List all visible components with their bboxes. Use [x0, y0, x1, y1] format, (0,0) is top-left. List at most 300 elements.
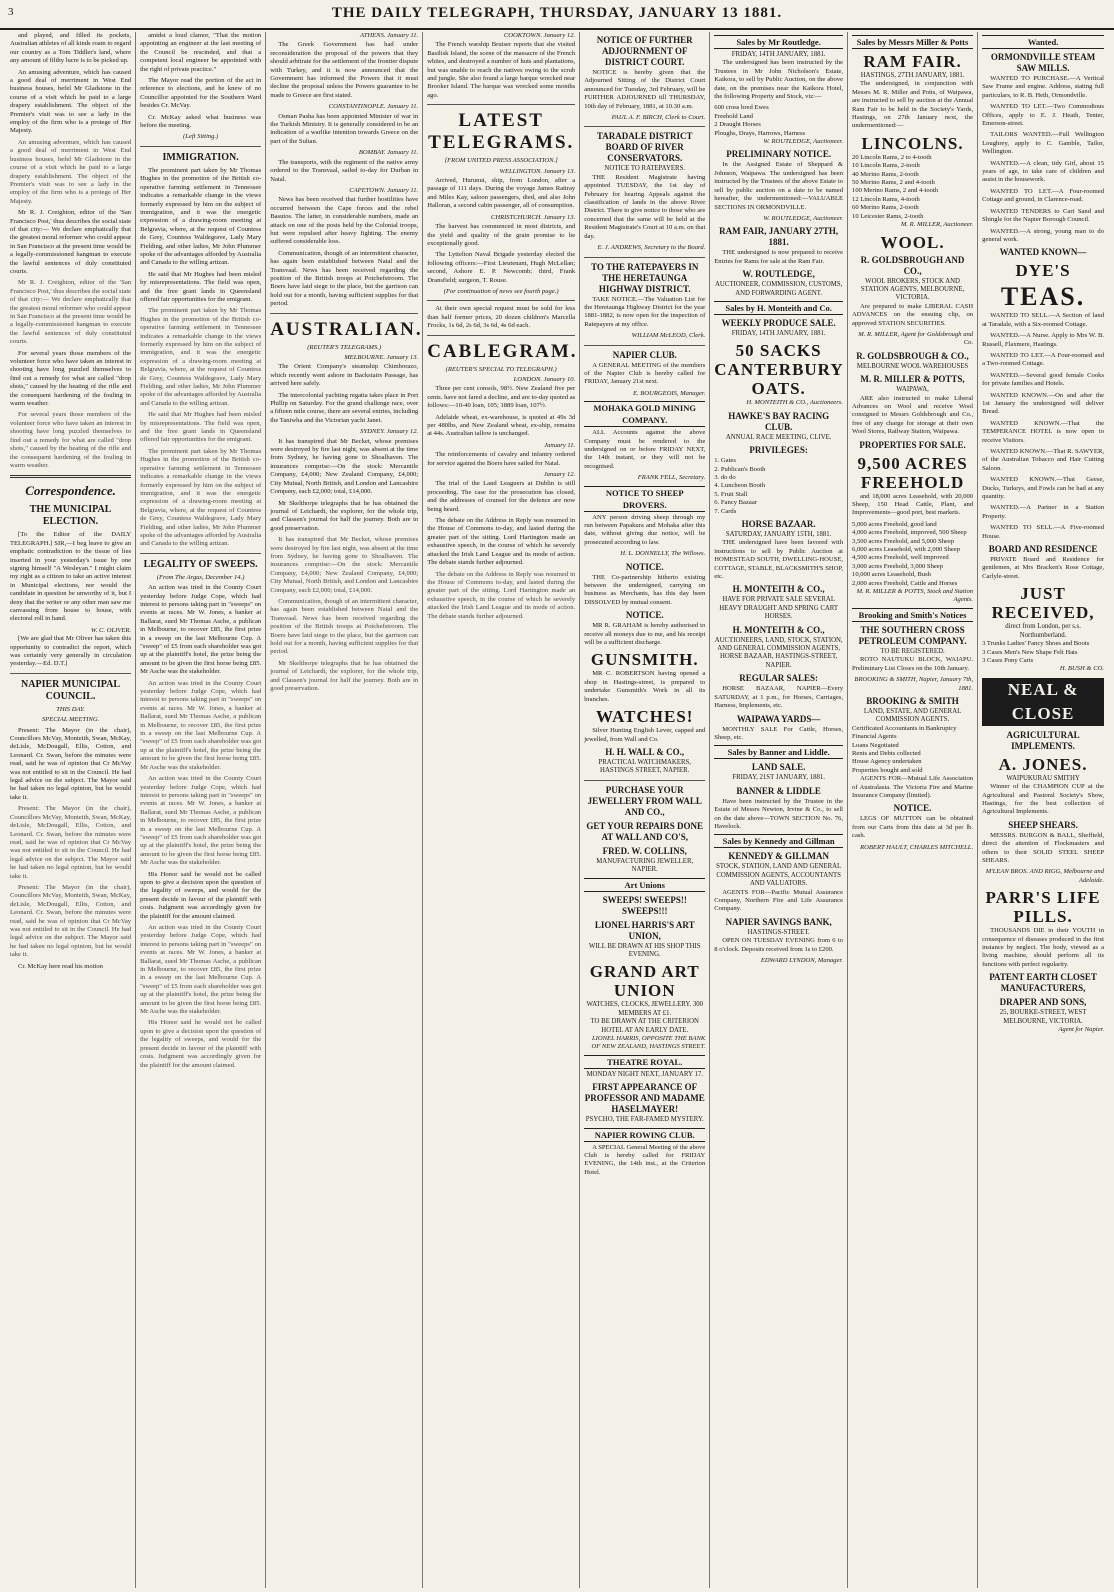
ad-title: THE SOUTHERN CROSS PETROLEUM COMPANY. — [858, 624, 967, 646]
notice-body: A SPECIAL General Meeting of the above Club is hereby called for FRIDAY EVENING, the 14th inst., at the Criterion Hotel. — [584, 1143, 706, 1176]
column-2 — [136, 32, 266, 1588]
sale-body: In the Assigned Estate of Sheppard & Johnson, Waipawa. The undersigned has been instructed by the Trustees of the above Estate to sell by public auction on a date to be named hereafter, the undermentioned:—VALUABLE SECTIONS IN ORMONDVILLE. — [714, 161, 844, 211]
article-paragraph: An action was tried in the County Court yesterday before Judge Cope, which had interest to persons taking part in "sweeps" on events at races. Mr W. Jones, a banker at Ballarat, sued Mr Thomas Asche, a publican in Melbourne, to recover £85, the first prize in a sweep on the last Melbourne Cup. A "sweep" of £5 from each shareholder was got up at the plaintiff's hotel, the prize being the amount to be given the first horse being £85. Mr Asche was the stakeholder. — [140, 775, 262, 867]
sale-item-list — [714, 104, 843, 138]
ad-title-gunsmith: GUNSMITH. — [590, 650, 699, 670]
dateline: BOMBAY. January 11. — [358, 149, 419, 157]
classified-ad: WANTED.—A clean, tidy Girl, about 15 years of age, to take care of children and assist in the housework. — [982, 159, 1105, 184]
article-paragraph: An action was tried in the County Court yesterday before Judge Cope, which had interest to persons taking part in "sweeps" on events at races. Mr W. Jones, a banker at Ballarat, sued Mr Thomas Asche, a publican in Melbourne, to recover £85, the first prize in a sweep on the last Melbourne Cup. A "sweep" of £5 from each shareholder was got up at the plaintiff's hotel, the prize being the amount to be given the first horse being £85. Mr Asche was the stakeholder. — [140, 584, 262, 676]
ad-title: BOARD AND RESIDENCE — [988, 544, 1098, 555]
ad-banner: THEATRE ROYAL. — [584, 1055, 705, 1069]
article-paragraph: He said that Mr Hughes had been misled by misrepresentations. The field was open, and the free grant lands in Queensland offered fair opportunities for the emigrant. — [140, 411, 262, 444]
continuation-note: (For continuation of news see fourth page.) — [443, 287, 559, 295]
list-item: 3 Cases Men's New Shape Felt Hats — [982, 648, 1078, 656]
classified-ad: Winner of the CHAMPION CUP at the Agricultural and Pastoral Society's Show, Hastings, for the best collection of Agricultural Implements. — [982, 783, 1105, 816]
ad-subtitle: PRACTICAL WATCHMAKERS, HASTINGS STREET, NAPIER. — [598, 758, 691, 775]
ad-subtitle: TO BE REGISTERED. — [880, 647, 945, 655]
article-paragraph: Arrived, Hurunui, ship, from London, after a passage of 111 days. During the voyage James Rattray and Miles Kay, saloon passengers, died, and also John Halloran, a second cabin passenger, all of consumption. — [427, 177, 576, 210]
received-list — [982, 640, 1104, 665]
list-item: 40 Merino Rams, 2-tooth — [852, 170, 919, 178]
sale-body: MONTHLY SALE For Cattle, Horses, Sheep, etc. — [714, 725, 844, 741]
sale-date: FRIDAY, 14TH JANUARY, 1881. — [731, 51, 826, 58]
notice-signature: PAUL A. F. BIRCH, Clerk to Court. — [611, 114, 706, 122]
article-paragraph: The Orient Company's steamship Chimborazo, which recently went ashore in Backstairs Passage, has arrived here safely. — [270, 363, 419, 388]
ad-title: PRIVILEGES: — [749, 445, 808, 456]
dateline: January 11. — [544, 441, 576, 449]
divider — [584, 345, 705, 346]
article-paragraph: The reinforcements of cavalry and infantry ordered for service against the Boers have sailed for Natal. — [427, 451, 576, 467]
list-item: 3. do do — [714, 473, 736, 481]
column-7 — [848, 32, 978, 1588]
article-paragraph: It has transpired that Mr Becket, whose premises were destroyed by fire last night, was absent at the time from Sydney, he having gone to Shoalhaven. The insurances comprise:—On the stock: Mercantile Company, £4,000; New Zealand Company, £4,000; City Mutual, North British, and London and Lancashire Company, each £2,000; total, £14,000. — [270, 536, 419, 594]
ad-signature: Agent for Napier. — [1058, 1026, 1105, 1034]
classified-ad: WANTED.—A strong, young man to do general work. — [982, 227, 1105, 243]
article-paragraph: The transports, with the regiment of the native army ordered to the Transvaal, sailed to-day for Durban in Natal. — [270, 158, 419, 183]
list-item: 6,000 acres Leasehold, with 2,000 Sheep — [852, 546, 961, 554]
list-item: 100 Merino Rams, 2 and 4-tooth — [852, 187, 939, 195]
ad-title-just-received: JUST RECEIVED, — [991, 584, 1095, 623]
list-item: 10,000 acres Leasehold, Bush — [852, 571, 931, 579]
dateline: CONSTANTINOPLE. January 11. — [328, 103, 419, 111]
article-paragraph: His Honor said he would not be called upon to give a decision upon the question of the legality of sweeps, and would for the present decide in favour of the plaintiff with costs. Judgment was accordingly given for the plaintiff for the amount claimed. — [140, 870, 262, 920]
article-subheading: (REUTER'S TELEGRAMS.) — [307, 343, 382, 351]
list-item: 3,500 acres Freehold, and 5,000 Sheep — [852, 537, 955, 545]
classified-ad: WANTED.—A Nurse. Apply to Mrs W. B. Russell, Flaxmere, Hastings. — [982, 332, 1105, 348]
sale-body: Are prepared to make LIBERAL CASH ADVANCES on the ensuing clip, on approved STATION SECURITIES. — [852, 302, 974, 327]
article-paragraph: He said that Mr Hughes had been misled by misrepresentations. The field was open, and the free grant lands in Queensland offered fair opportunities for the emigrant. — [140, 270, 262, 303]
classified-ad: WANTED TENDERS to Cart Sand and Shingle for the Napier Borough Council. — [982, 207, 1105, 224]
ad-title-watches: WATCHES! — [596, 707, 694, 727]
sale-signature: M. R. MILLER & POTTS, Stock and Station Agents. — [856, 588, 974, 604]
classified-ad: MESSRS. BURGON & BALL, Sheffield, direct the attention of Flockmasters and others to their SOLID STEEL SHEEP SHEARS. — [982, 831, 1105, 864]
column-3 — [266, 32, 423, 1588]
notice-body: ALL Accounts against the above Company must be rendered to the undersigned on or before FRIDAY NEXT, the 14th instant, or they will not be recognised. — [584, 429, 706, 470]
section-banner-monteith: Sales by H. Monteith and Co. — [714, 301, 843, 315]
ad-title: HORSE BAZAAR. — [741, 519, 816, 529]
list-item: Financial Agents — [852, 733, 897, 741]
column-8 — [978, 32, 1108, 1588]
article-subheading: (From The Argus, December 14.) — [156, 573, 245, 581]
sale-body: AGENTS FOR—Mutual Life Association of Australasia. The Victoria Fire and Marine Insurance Company (limited). — [852, 775, 974, 799]
notice-signature: E. J. ANDREWS, Secretary to the Board. — [597, 244, 706, 252]
ad-subtitle: TO BE DRAWN AT THE CRITERION HOTEL AT AN EARLY DATE. — [590, 1018, 699, 1034]
classified-ad: PRIVATE Board and Residence for gentlemen, at Mrs Bracken's Rose Cottage, Carlyle-street. — [982, 556, 1105, 580]
ad-subtitle: HAVE FOR PRIVATE SALE SEVERAL HEAVY DRAUGHT AND SPRING CART HORSES. — [719, 596, 839, 621]
article-paragraph: The harvest has commenced in most districts, and the yield and quality of the grain promise to be exceptionally good. — [427, 223, 576, 247]
article-paragraph: Mr Skelthorpe telegraphs that he has obtained the journal of Leichardt, the explorer, for the whole trip, and Classen's journal for half the journey. Both are in good preservation. — [270, 659, 419, 693]
ad-title-ram-fair: RAM FAIR. — [863, 52, 962, 71]
article-paragraph: Present: The Mayor (in the chair), Councillors McVay, Monteith, Swan, McKay, deLisle, McDougall, Ellis, Cotton, and Leonard. Cr. Swan, before the minutes were read, said he was of opinion that Cr McVay was not entitled to sit in the Council. He had legal advice on the subject. The Mayor said he had taken no legal opinion, but he would take it. — [10, 883, 132, 959]
column-6 — [710, 32, 848, 1588]
classified-ad: WANTED TO LET.—A Four-roomed and a Two-roomed Cottage. — [982, 351, 1105, 368]
ad-subtitle: STOCK, STATION, LAND AND GENERAL COMMISSION AGENTS, ACCOUNTANTS AND VALUATORS. — [716, 863, 842, 888]
notice-body: MR C. ROBERTSON having opened a shop in Hastings-street, is prepared to undertake Gunsmith's Work in all its branches. — [584, 670, 706, 703]
article-paragraph: News has been received that further hostilities have occurred between the Cape forces and the rebel Basutos. The latter, in considerable numbers, made an attack on one of the posts held by the Colonial troops, but were repulsed after heavy fighting. The enemy suffered considerable loss. — [270, 196, 419, 246]
ad-title: HAWKE'S BAY RACING CLUB. — [728, 410, 830, 432]
list-item: House Agency undertaken — [852, 758, 922, 766]
article-paragraph: and played, and filled its pockets, Australian athletes of all kinds roam to regard our country as a Tom Tiddler's land, where any amount of filthy lucre is to be picked up. — [10, 32, 132, 65]
letter-signature: W. C. OLIVER. — [90, 626, 132, 634]
ad-subtitle: WATCHES, CLOCKS, JEWELLERY. 300 MEMBERS AT £1. — [586, 1001, 704, 1017]
ad-title: H. H. WALL & CO., — [605, 746, 685, 757]
article-paragraph: An amusing adventure, which has caused a good deal of merriment in West End business houses, befel Mr Gladstone in the course of a visit which he paid to a large drapery establishment. The object of the Premier's visit was to see a lady in the employ of the firm who is a protege of Her Majesty. — [10, 138, 132, 205]
ad-banner: NOTICE TO SHEEP DROVERS. — [584, 486, 705, 512]
ad-subtitle: direct from London, per s.s. Northumberland. — [1005, 623, 1081, 639]
ad-title: FIRST APPEARANCE OF PROFESSOR AND MADAME HASELMAYER! — [584, 1082, 705, 1115]
article-paragraph: Present: The Mayor (in the chair), Councillors McVay, Monteith, Swan, McKay, deLisle, McDougall, Ellis, Cotton, and Leonard. Cr. Swan, before the minutes were read, said he was of opinion that Cr McVay was not entitled to sit in the Council. He had legal advice on the subject. The Mayor said he had taken no legal opinion, but he would take it. — [10, 805, 132, 880]
ad-subtitle: AUCTIONEER, COMMISSION, CUSTOMS, AND FORWARDING AGENT. — [714, 281, 843, 297]
divider — [140, 553, 261, 554]
ad-title: KENNEDY & GILLMAN — [728, 851, 829, 862]
divider — [584, 780, 705, 781]
classified-ad: WANTED.—A Partner in a Station Property. — [982, 504, 1105, 520]
article-subheading: SPECIAL MEETING. — [41, 716, 100, 724]
dateline: CHRISTCHURCH. January 13. — [490, 213, 576, 221]
column-5 — [580, 32, 710, 1588]
notice-body: THE Resident Magistrate having appointed TUESDAY, the 1st day of February for hearing Appeals against the classification of lands in the above River District. There to give notice to those who are concerned that the same will be held at the Resident Magistrate's Court at 10 a.m. on that day. — [584, 173, 706, 240]
ad-title: BROOKING & SMITH — [866, 695, 959, 706]
article-paragraph: amidst a loud clamor, "That the motion appointing an engineer at the last meeting of the Council be rescinded, and that a competent local engineer be appointed with the right of private practice." — [140, 32, 262, 73]
list-item: Loans Negotiated — [852, 741, 899, 749]
article-paragraph: An action was tried in the County Court yesterday before Judge Cope, which had interest to persons taking part in "sweeps" on events at races. Mr W. Jones, a banker at Ballarat, sued Mr Thomas Asche, a publican in Melbourne, to recover £85, the first prize in a sweep on the last Melbourne Cup. A "sweep" of £5 from each shareholder was got up at the plaintiff's hotel, the prize being the amount to be given the first horse being £85. Mr Asche was the stakeholder. — [140, 924, 262, 1016]
ad-title: WEEKLY PRODUCE SALE. — [721, 317, 836, 328]
ad-title: DRAPER AND SONS, — [999, 997, 1087, 1008]
dateline: LONDON. January 10. — [513, 375, 576, 383]
ad-title: PATENT EARTH CLOSET MANUFACTURERS, — [989, 972, 1097, 994]
notice-title: NOTICE. — [625, 561, 664, 572]
article-paragraph: Mr R. J. Creighton, editor of the 'San Francisco Post,' thus describes the social state of that city:— We declare emphatically that the greatest moral reformer who could appear in San Francisco at the present time would be a legally-commissioned hangman to execute the lawful sentences of duly constituted courts. — [10, 209, 132, 275]
divider — [10, 475, 131, 478]
article-paragraph: The debate on the Address in Reply was resumed in the House of Commons to-day, and lasted during the greater part of the sitting. Lord Hartington made an exhaustive speech, in the course of which he severely attacked the Irish Land League and its mode of action. The debate stands further adjourned. — [427, 570, 576, 620]
article-paragraph: The Lyttelton Naval Brigade yesterday elected the following officers:—First Lieutenant, Hugh McLellan; second, Ashore E. P. Newcomb; third, Frank Dransfield; surgeon, T. Rouse. — [427, 251, 576, 284]
sale-signature: M. R. MILLER, Auctioneer. — [900, 221, 974, 229]
sale-body: and 18,000 acres Leasehold, with 20,000 Sheep, 150 Head Cattle, Plant, and Improvements—good port, best markets. — [852, 492, 974, 517]
article-paragraph: Mr R. J. Creighton, editor of the 'San Francisco Post,' thus describes the social state of that city:— We declare emphatically that the greatest moral reformer who could appear in San Francisco at the present time would be a legally-commissioned hangman to execute the lawful sentences of duly constituted courts. — [10, 279, 132, 346]
list-item: 7. Cards — [714, 507, 737, 515]
classified-ad: WANTED KNOWN.—That the TEMPERANCE HOTEL is now open to receive Visitors. — [982, 419, 1105, 444]
list-item: 10 Lincoln Rams, 2-tooth — [852, 162, 920, 170]
list-item: 4,000 acres Freehold, improved, 500 Sheep — [852, 529, 967, 537]
section-banner-routledge: Sales by Mr Routledge. — [714, 35, 843, 49]
notice-body: NOTICE is hereby given that the Adjourned Sitting of the District Court announced for Tuesday, 3rd February, will be FURTHER ADJOURNED till THURSDAY, 10th day of February, 1881, at 10.30 a.m. — [584, 69, 706, 110]
sale-signature: H. MONTEITH & CO., Auctioneers. — [746, 399, 844, 407]
ad-signature: H. BUSH & CO. — [1059, 665, 1105, 673]
article-paragraph: Osman Pasha has been appointed Minister of war in the Turkish Ministry. It is generally considered to be an indication of a warlike intention towards Greece on the part of the Sultan. — [270, 112, 419, 145]
list-item: 3 Trunks Ladies' Fancy Shoes and Boots — [982, 640, 1090, 648]
article-subheading: THIS DAY. — [56, 705, 85, 713]
notice-title: NAPIER CLUB. — [612, 349, 677, 360]
sale-date: FRIDAY, 21ST JANUARY, 1881. — [732, 774, 825, 782]
classified-ad: WANTED TO PURCHASE.—A Vertical Saw Frame and engine. Address, stating full particulars, to R. B. Heth, Ormondville. — [982, 75, 1105, 99]
dateline: COOKTOWN. January 12. — [503, 32, 576, 39]
ad-subtitle: PSYCHO, THE FAR-FAMED MYSTERY. — [585, 1116, 704, 1124]
page-number: 3 — [8, 6, 14, 18]
list-item: Properties bought and sold — [852, 766, 923, 774]
article-heading: NAPIER MUNICIPAL COUNCIL. — [21, 678, 121, 702]
section-banner-miller-potts: Sales by Messrs Miller & Potts — [852, 35, 973, 49]
article-paragraph: For several years those members of the volunteer force who have taken an interest in shooting have long puzzled themselves to find out a remedy for what are called "drop shots," caused by the heating of the rifle and the consequent hardening of the fouling in warm weather. — [10, 411, 132, 469]
divider — [10, 673, 131, 674]
section-heading-latest: LATEST TELEGRAMS. — [428, 110, 575, 154]
sale-body: THE undersigned have been favored with instructions to sell by Public Auction at HOMESTEAD SOUTH, DWELLING-HOUSE, COTTAGE, STABLE, BLACKSMITH'S SHOP, etc. — [714, 539, 844, 581]
notice-body: ANY person driving sheep through my run between Papakura and Mohaka after this date, without giving due notice, will be prosecuted according to law. — [584, 513, 706, 546]
article-subheading: (Left Sitting.) — [183, 133, 219, 141]
article-paragraph: Mr Skelthorpe telegraphs that he has obtained the journal of Leichardt, the explorer, for the whole trip, and Classen's journal for half the journey. Both are in good preservation. — [270, 499, 419, 532]
ad-title-lincolns: LINCOLNS. — [861, 133, 964, 153]
article-heading: THE MUNICIPAL ELECTION. — [29, 504, 112, 528]
property-list — [852, 521, 973, 588]
sale-signature: BROOKING & SMITH, Napier, January 7th, 1881. — [854, 676, 974, 692]
editor-note: [We are glad that Mr Oliver has taken this opportunity to contradict the report, which was certainly very generally in circulation yesterday.—Ed. D.T.] — [10, 635, 132, 668]
divider — [427, 104, 575, 105]
list-item: 2 Draught Horses — [714, 121, 761, 129]
classified-ad: WANTED.—Several good female Cooks for private families and Hotels. — [982, 371, 1105, 388]
notice-title: TARADALE DISTRICT BOARD OF RIVER CONSERVATORS. — [596, 131, 693, 164]
ad-subtitle: MANUFACTURING JEWELLER, NAPIER. — [596, 857, 694, 874]
dateline: ATHENS. January 11. — [359, 32, 419, 39]
ad-title: WAIPAWA YARDS— — [736, 713, 821, 724]
ad-title-jones: A. JONES. — [998, 754, 1088, 774]
ad-title: SHEEP SHEARS. — [1008, 819, 1078, 830]
list-item: 2. Publican's Booth — [714, 465, 766, 473]
newspaper-title: THE DAILY TELEGRAPH, THURSDAY, JANUARY 13 1881. — [331, 5, 783, 21]
notice-body: Silver Hunting English Lever, capped and jewelled, from Wall and Co. — [584, 727, 706, 743]
ad-subtitle: MELBOURNE WOOL WAREHOUSES — [856, 362, 969, 370]
divider — [584, 257, 705, 258]
list-item: 2,000 acres Freehold, Cattle and Horses — [852, 579, 958, 587]
list-item: 1. Gates — [714, 457, 736, 465]
list-item: 12 Lincoln Rams, 4-tooth — [852, 195, 920, 203]
list-item: 10 Leicester Rams, 2-tooth — [852, 212, 924, 220]
list-item: Freehold Land — [714, 112, 753, 120]
sale-date: FRIDAY, 14TH JANUARY, 1881. — [731, 329, 826, 337]
sale-body: ARE also instructed to make Liberal Advances on Wool and receive Wool consigned to Messrs Goldsbrough and Co., free of any charge for storage at their own Wool Stores, Railway Station, Waipawa. — [852, 394, 974, 436]
column-4 — [423, 32, 580, 1588]
ad-title: WANTED KNOWN— — [999, 247, 1087, 258]
classified-ad: WANTED KNOWN.—That R. SAWYER, of the Australian Tobacco and Hair Cutting Saloon. — [982, 448, 1105, 472]
ad-title: H. MONTEITH & CO., — [732, 624, 825, 635]
article-heading: LEGALITY OF SWEEPS. — [143, 558, 258, 570]
list-item: 4. Luncheon Booth — [714, 482, 766, 490]
list-item: 600 cross bred Ewes — [714, 104, 769, 112]
ad-subtitle: ANNUAL RACE MEETING, CLIVE. — [725, 433, 832, 441]
ad-title: LIONEL HARRIS'S ART UNION, — [594, 919, 695, 941]
list-item: Rents and Debts collected — [852, 749, 921, 757]
classified-ad: WANTED TO LET.—A Four-roomed Cottage and ground, in Clarence-road. — [982, 187, 1105, 204]
ad-title: M. R. MILLER & POTTS, — [860, 374, 965, 385]
sale-body: LEGS OF MUTTON can be obtained from our Carts from this date at 3d per lb. cash. — [852, 815, 974, 840]
notice-title: NOTICE OF FURTHER ADJOURNMENT OF DISTRICT COURT. — [596, 35, 693, 67]
privileges-list — [714, 457, 843, 516]
ad-title: PURCHASE YOUR JEWELLERY FROM WALL AND CO., — [587, 784, 702, 817]
classified-ad: WANTED TO LET.—Two Commodious Offices, apply to E. J. Heath, Tenter, Emerson-street. — [982, 103, 1105, 128]
ad-title-grand-art-union: GRAND ART UNION — [589, 962, 700, 1001]
list-item: 5,000 acres Freehold, good land — [852, 520, 937, 528]
divider — [584, 126, 705, 127]
sale-body: HORSE BAZAAR, NAPIER—Every SATURDAY, at 1 p.m., for Horses, Carriages, Harness, Implements, etc. — [714, 685, 844, 710]
list-item: 3,000 acres Freehold, 3,000 Sheep — [852, 562, 944, 570]
sale-body: The undersigned, in conjunction with Messrs M. R. Miller and Potts, of Waipawa, are instructed to sell by auction at the Annual Ram Fair to be held in the Society's Yards, Hastings, on 27th January next, the undermentioned:— — [852, 80, 974, 130]
classified-ad: WANTED TO SELL.—A Five-roomed House. — [982, 524, 1105, 540]
ad-subtitle: WOOL BROKERS, STOCK AND STATION AGENTS, MELBOURNE, VICTORIA. — [860, 277, 965, 302]
ad-title-wool: WOOL. — [880, 232, 945, 252]
article-subheading: (REUTER'S SPECIAL TO TELEGRAPH.) — [445, 365, 557, 373]
article-paragraph: An amusing adventure, which has caused a good deal of merriment in West End business houses, befel Mr Gladstone in the course of a visit which he paid to a large drapery establishment. The object of the Premier's visit was to see a lady in the employ of the firm who is a protege of Her Majesty. — [10, 68, 132, 135]
sale-date: SATURDAY, JANUARY 15TH, 1881. — [725, 531, 832, 538]
ad-title: REGULAR SALES: — [739, 673, 819, 684]
sale-signature: EDWARD LYNDON, Manager. — [760, 957, 844, 964]
dateline: CAPETOWN. January 11. — [349, 186, 419, 194]
ad-title: BANNER & LIDDLE — [736, 785, 821, 796]
divider — [427, 335, 575, 336]
section-heading-cablegram: CABLEGRAM. — [427, 340, 578, 362]
sale-body: AGENTS FOR—Pacific Mutual Assurance Company, Northern Fire and Life Assurance Company. — [714, 888, 844, 913]
ad-title: R. GOLDSBROUGH & CO., — [856, 350, 969, 361]
sale-body: THE undersigned is now prepared to receive Entries for Rams for sale at the Ram Fair. — [714, 249, 844, 265]
ad-banner: Art Unions — [584, 878, 705, 892]
ad-title: PROPERTIES FOR SALE. — [859, 439, 966, 450]
classified-ad: TAILORS WANTED.—Full Wellington Loughrey, apply to C. Gamble, Tailor, Wellington. — [982, 131, 1105, 156]
ad-title: ORMONDVILLE STEAM SAW MILLS. — [990, 52, 1096, 73]
article-paragraph: The French warship Bruiser reports that she visited Basilisk Island, the scene of the massacre of the French whites, and destroyed a number of huts and plantations, but was unable to reach the natives owing to the scrub and jungle. She also found a large barque wrecked near Brooker Island. The barque was wrecked some months ago. — [427, 41, 576, 99]
classified-ad: WANTED TO SELL.—A Section of land at Taradale, with a Six-roomed Cottage. — [982, 312, 1105, 328]
sale-date: HASTINGS, 27TH JANUARY, 1881. — [860, 72, 965, 79]
ad-subtitle: WAIPAWA, — [896, 386, 929, 394]
ad-subtitle: 25, BOURKE-STREET, WEST MELBOURNE, VICTORIA. — [999, 1009, 1087, 1025]
list-item: 3 Cases Pony Carts — [982, 656, 1034, 664]
sale-signature: W. ROUTLEDGE, Auctioneer. — [763, 138, 844, 146]
section-banner-banner-liddle: Sales by Banner and Liddle. — [714, 745, 843, 759]
list-item: 5. Fruit Stall — [714, 490, 748, 498]
article-paragraph: Three per cent consols, 98½. New Zealand five per cents. have not fared a decline, and are to-day quoted as follows:—10-40 loan, 105; 1889 loan, 107½. — [427, 385, 576, 410]
sale-body: OPEN ON TUESDAY EVENING from 6 to 8 o'clock. Deposits received from 1s to £200. — [714, 937, 844, 953]
masthead — [0, 0, 1114, 30]
section-banner-kennedy: Sales by Kennedy and Gillman — [714, 834, 843, 848]
sale-signature: ROBERT HAULT, CHARLES MITCHELL. — [860, 843, 974, 851]
ad-title: GET YOUR REPAIRS DONE AT WALL AND CO'S, — [586, 820, 704, 842]
article-paragraph: The trial of the Land Leaguers at Dublin is still proceeding. The case for the prosecution has closed, and the addresses of counsel for the defence are now being heard. — [427, 480, 576, 513]
ad-title: H. MONTEITH & CO., — [732, 584, 825, 595]
list-item: 20 Lincoln Rams, 2 to 4-tooth — [852, 153, 932, 161]
list-item: 4,500 acres Freehold, well improved — [852, 554, 949, 562]
notice-body: TAKE NOTICE.—The Valuation List for the Heretaunga Highway District for the year 1881-1882, is now open for the inspection of Ratepayers at my office. — [584, 295, 706, 328]
notice-signature: FRANK FELL, Secretary. — [637, 474, 706, 482]
ad-signature: LIONEL HARRIS, OPPOSITE THE BANK OF NEW ZEALAND, HASTINGS STREET. — [591, 1034, 706, 1051]
list-item: 60 Merino Rams, 2-tooth — [852, 204, 919, 212]
article-paragraph: It has transpired that Mr Becket, whose premises were destroyed by fire last night, was absent at the time from Sydney, he having gone to Shoalhaven. The insurances comprise:—On the stock: Mercantile Company, £4,000; New Zealand Company, £4,000; City Mutual, North British, and London and Lancashire Company, each £2,000; total, £14,000. — [270, 437, 419, 496]
article-paragraph: The debate on the Address in Reply was resumed in the House of Commons to-day, and lasted during the greater part of the sitting. Lord Hartington made an exhaustive speech, in the course of which he severely attacked the Irish Land League and its mode of action. The debate stands further adjourned. — [427, 517, 576, 567]
ad-title: NOTICE. — [893, 803, 932, 814]
ad-subtitle: AUCTIONEERS, LAND, STOCK, STATION, AND GENERAL COMMISSION AGENTS, HORSE BAZAAR, HASTINGS-STREET, NAPIER. — [714, 636, 843, 669]
classified-ad: WANTED KNOWN.—That Geese, Ducks, Turkeys, and Fowls can be had at any quantity. — [982, 476, 1105, 501]
article-subheading: [FROM UNITED PRESS ASSOCIATION.] — [444, 157, 558, 165]
ad-title: R. GOLDSBROUGH AND CO., — [860, 254, 965, 276]
sale-body: ROTO NAUTUKU BLOCK, WAIAPU. Preliminary List Closes on the 10th January. — [852, 656, 974, 672]
column-1 — [6, 32, 136, 1588]
ad-banner: NAPIER ROWING CLUB. — [584, 1128, 705, 1142]
article-paragraph: Present: The Mayor (in the chair), Councillors McVay, Monteith, Swan, McKay, deLisle, McDougall, Ellis, Cotton, and Leonard. Cr. Swan, before the minutes were read, said he was of opinion that Cr McVay was not entitled to sit in the Council. He had legal advice on the subject. The Mayor said he had taken no legal opinion, but he would take it. — [10, 726, 132, 801]
article-paragraph: The prominent part taken by Mr Thomas Hughes in the promotion of the British co-operative farming settlement in Tennessee indicates a remarkable change in the views formerly expressed by him on the subject of immigration, and it was the energetic expression of a drawing-room meeting at Belgravia, where, at the request of Countess de Grey, Countess Waldegrave, Lady Mary Fielding, and other ladies, Mr John Plummer spoke of the advantages afforded by Australia and Canada to the willing artizan. — [140, 447, 262, 548]
article-paragraph: Adelaide wheat, ex-warehouse, is quoted at 49s 3d per 480lbs, and New Zealand wheat, ex-ship, remains at 44s. Australian tallow is unchanged. — [427, 413, 576, 438]
ad-title-dyes: DYE'S — [1015, 261, 1071, 281]
classified-ad: WANTED KNOWN.—On and after the 1st January the undersigned will deliver Bread. — [982, 391, 1105, 416]
notice-subtitle: NOTICE TO RATEPAYERS. — [604, 165, 686, 173]
list-item: 50 Merino Rams, 2 and 4-tooth — [852, 179, 935, 187]
ad-subtitle: MONDAY NIGHT NEXT, JANUARY 17. — [586, 1070, 703, 1078]
ad-title-teas: TEAS. — [1000, 282, 1086, 312]
article-paragraph: Cr. McKay asked what business was before the meeting. — [140, 113, 262, 130]
ram-list — [852, 154, 973, 221]
letter-body: [To the Editor of the DAILY TELEGRAPH.] SIR,—I beg leave to give an emphatic contradiction to the tissue of lies inserted in your yesterday's issue by one signing himself "A Wesleyan." I might claim my right as a citizen to take an active interest in Municipal elections, nor would the candidate in question be unworthy of it, but I deny that the writer or any other man saw me canvassing from house to house, with electoral roll in hand. — [10, 531, 132, 623]
services-list — [852, 725, 973, 775]
list-item: 6. Fancy Bazaar — [714, 499, 757, 507]
notice-title: NOTICE. — [625, 610, 664, 621]
section-heading-australian: AUSTRALIAN. — [270, 318, 423, 340]
notice-body: MR R. GRAHAM is hereby authorised to receive all moneys due to me, and his receipt will be a sufficient discharge. — [584, 622, 706, 647]
article-paragraph: Communication, though of an intermittent character, has again been established between Natal and the Transvaal. News has been received regarding the position of the British troops at Potchefstroom. The Boers have laid siege to the place, but the garrison can hold out for a month, having sufficient supplies for that period. — [270, 249, 419, 308]
divider — [270, 313, 418, 314]
sale-signature: M. R. MILLER, Agent for Goldsbrough and Co. — [858, 330, 974, 347]
divider — [427, 300, 575, 301]
ad-subtitle: LAND, ESTATE, AND GENERAL COMMISSION AGENTS. — [863, 707, 962, 724]
divider — [140, 146, 261, 147]
ad-banner: MOHAKA GOLD MINING COMPANY. — [584, 401, 705, 427]
classified-ad: THOUSANDS DIE in their YOUTH in consequence of diseases produced in the first instance by neglect. The body, viewed as a living machine, should perform all its functions with perfect regularity. — [982, 927, 1105, 968]
article-paragraph: For several years those members of the volunteer force who have taken an interest in shooting have long puzzled themselves to find out a remedy for what are called "drop shots," caused by the heating of the rifle and the consequent hardening of the fouling in warm weather. — [10, 349, 132, 408]
list-item: Certificated Accountants in Bankruptcy — [852, 724, 957, 732]
article-paragraph: Communication, though of an intermittent character, has again been established between Natal and the Transvaal. News has been received regarding the position of the British troops at Potchefstroom. The Boers have laid siege to the place, but the garrison can hold out for a month, having sufficient supplies for that period. — [270, 597, 419, 656]
article-paragraph: The intercolonial yachting regatta takes place in Port Phillip on Saturday. For the grand challenge race, over a fifteen mile course, there are several entries, including the Taniwha and the Victorian yacht Janet. — [270, 391, 419, 424]
article-paragraph: His Honor said he would not be called upon to give a decision upon the question of the legality of sweeps, and would for the present decide in favour of the plaintiff with costs. Judgment was accordingly given for the plaintiff for the amount claimed. — [140, 1019, 262, 1069]
dateline: January 12. — [543, 471, 576, 479]
ad-title-oats: 50 SACKS CANTERBURY OATS. — [714, 341, 844, 399]
section-banner-brooking: Brooking and Smith's Notices — [852, 608, 973, 622]
article-paragraph: An action was tried in the County Court yesterday before Judge Cope, which had interest to persons taking part in "sweeps" on events at races. Mr W. Jones, a banker at Ballarat, sued Mr Thomas Asche, a publican in Melbourne, to recover £85, the first prize in a sweep on the last Melbourne Cup. A "sweep" of £5 from each shareholder was got up at the plaintiff's hotel, the prize being the amount to be given the first horse being £85. Mr Asche was the stakeholder. — [140, 679, 262, 771]
neal-close-banner: NEAL & CLOSE — [982, 678, 1104, 726]
sale-body: Have been instructed by the Trustee in the Estate of Messrs Newton, Irvine & Co., to sell on the date above—TOWN SECTION No. 76, Havelock. — [714, 797, 844, 830]
ad-title-parrs-pills: PARR'S LIFE PILLS. — [985, 888, 1101, 927]
ad-subtitle: WILL BE DRAWN AT HIS SHOP THIS EVENING. — [588, 942, 701, 958]
ad-title: SWEEPS! SWEEPS!! SWEEPS!!! — [602, 894, 687, 916]
dateline: WELLINGTON. January 13. — [499, 167, 576, 175]
section-heading-correspondence: Correspondence. — [25, 483, 116, 499]
article-paragraph: The Mayor read the portion of the act in reference to elections, and he knew of no Councillor appointed for the Southern Ward besides Cr. McVay. — [140, 77, 262, 110]
notice-body: THE Co-partnership hitherto existing between the undersigned, carrying on business as Merchants, has this day been DISSOLVED by mutual consent. — [584, 573, 706, 606]
ad-title: AGRICULTURAL IMPLEMENTS. — [1006, 729, 1080, 751]
sale-signature: W. ROUTLEDGE, Auctioneer. — [763, 214, 844, 222]
notice-title: TO THE RATEPAYERS IN THE HERETAUNGA HIGHWAY DISTRICT. — [591, 261, 699, 294]
dateline: MELBOURNE. January 13. — [344, 354, 419, 361]
ad-title: LAND SALE. — [751, 762, 806, 773]
ad-subtitle: HASTINGS-STREET. — [747, 928, 810, 936]
notice-signature: E. BOURGEOIS, Manager. — [632, 389, 706, 397]
ad-title: RAM FAIR, JANUARY 27TH, 1881. — [719, 226, 839, 248]
article-paragraph: Cr. McKay here read his motion — [18, 962, 103, 970]
list-item: Ploughs, Drays, Harrows, Harness — [714, 129, 806, 137]
ad-subtitle: WAIPUKURAU SMITHY — [1006, 774, 1080, 782]
dateline: SYDNEY. January 12. — [360, 428, 419, 436]
article-paragraph: The Greek Government has had under reconsideration the proposal of the powers that they should arbitrate for the settlement of the frontier dispute with Turkey, and it is now announced that the Government has informed the Powers that it must decline the proposal unless the Powers guarantee to be made to Greece are first stated. — [270, 41, 419, 99]
notice-signature: WILLIAM McLEOD, Clerk. — [631, 332, 706, 340]
article-paragraph: The prominent part taken by Mr Thomas Hughes in the promotion of the British co-operative farming settlement in Tennessee indicates a remarkable change in the views formerly expressed by him on the subject of immigration, and it was the energetic expression of a drawing-room meeting at Belgravia, where, at the request of Countess de Grey, Countess Waldegrave, Lady Mary Fielding, and other ladies, Mr John Plummer spoke of the advantages afforded by Australia and Canada to the willing artizan. — [140, 166, 262, 267]
article-paragraph: The prominent part taken by Mr Thomas Hughes in the promotion of the British co-operative farming settlement in Tennessee indicates a remarkable change in the views formerly expressed by him on the subject of immigration, and it was the energetic expression of a drawing-room meeting at Belgravia, where, at the request of Countess de Grey, Countess Waldegrave, Lady Mary Fielding, and other ladies, Mr John Plummer spoke of the advantages afforded by Australia and Canada to the willing artizan. — [140, 307, 262, 407]
ad-signature: M'LEAN BROS. AND RIGG, Melbourne and Adelaide. — [985, 868, 1105, 884]
ad-title: FRED. W. COLLINS, — [602, 845, 687, 856]
sale-body: The undersigned has been instructed by the Trustees in Mr John Nicholson's Estate, Kaikora, to sell by Public Auction, on the above date, on the premises near the Kaikora Hotel, the following Property and Stock, viz:— — [714, 59, 844, 101]
ad-title-acres: 9,500 ACRES FREEHOLD — [857, 453, 968, 492]
notice-body: A GENERAL MEETING of the members of the Napier Club is hereby called for FRIDAY, January 21st next. — [584, 361, 706, 386]
ad-title: PRELIMINARY NOTICE. — [726, 149, 832, 160]
